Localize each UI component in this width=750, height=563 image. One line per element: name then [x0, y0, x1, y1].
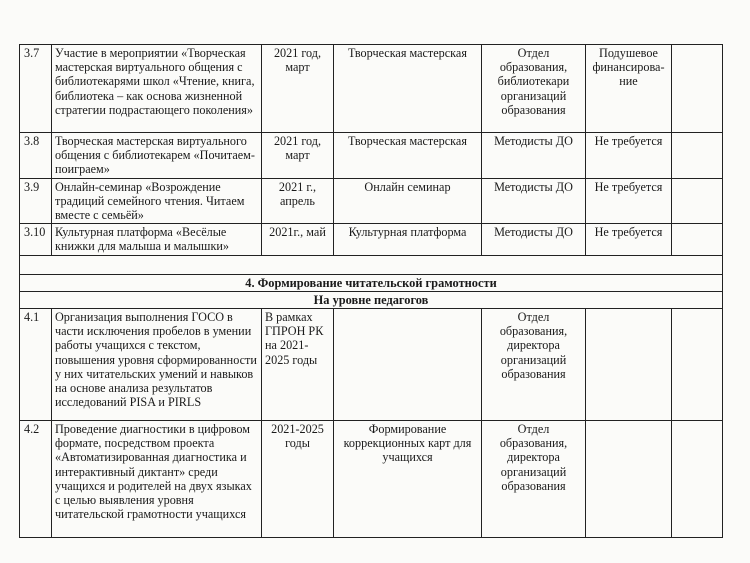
- table-row: [20, 224, 723, 255]
- responsible-cell: Отдел образования, директора организаций образования: [482, 421, 586, 538]
- date-cell: В рамках ГПРОН РК на 2021-2025 годы: [262, 309, 334, 421]
- table-row: [20, 178, 723, 224]
- blank-cell: [20, 255, 723, 274]
- responsible-cell: Методисты ДО: [482, 224, 586, 255]
- subsection-row: [20, 291, 723, 308]
- responsible-cell: Методисты ДО: [482, 133, 586, 179]
- plan-table: [19, 44, 723, 538]
- financing-cell: [586, 309, 672, 421]
- table-row: [20, 309, 723, 421]
- event-cell: Проведение диагностики в цифровом формате, посредством проекта «Автоматизированная диагностика и интерактивный диктант» среди учащихся и родителей на двух языках с целью выявления уровня читательской грамотности учащихся: [52, 421, 262, 538]
- event-cell: Организация выполнения ГОСО в части исключения пробелов в умении работы учащихся с текстом, повышения уровня сформированности у них читательских умений и навыков на основе анализа результатов исследований PISA и PIRLS: [52, 309, 262, 421]
- form-cell: Культурная платформа: [334, 224, 482, 255]
- table-row: [20, 133, 723, 179]
- financing-cell: Не требуется: [586, 133, 672, 179]
- responsible-cell: Методисты ДО: [482, 178, 586, 224]
- date-cell: 2021-2025 годы: [262, 421, 334, 538]
- financing-cell: Не требуется: [586, 178, 672, 224]
- date-cell: 2021г., май: [262, 224, 334, 255]
- form-cell: [334, 309, 482, 421]
- event-cell: Культурная платформа «Весёлые книжки для малыша и малышки»: [52, 224, 262, 255]
- row-number: 4.1: [20, 309, 52, 421]
- row-number: 3.9: [20, 178, 52, 224]
- form-cell: Творческая мастерская: [334, 133, 482, 179]
- empty-cell: [672, 178, 723, 224]
- subsection-title: На уровне педагогов: [20, 291, 723, 308]
- empty-cell: [672, 309, 723, 421]
- empty-cell: [672, 133, 723, 179]
- event-cell: Творческая мастерская виртуального общения с библиотекарем «Почитаем-поиграем»: [52, 133, 262, 179]
- date-cell: 2021 г., апрель: [262, 178, 334, 224]
- section-title: 4. Формирование читательской грамотности: [20, 274, 723, 291]
- date-cell: 2021 год, март: [262, 133, 334, 179]
- financing-cell: Подушевое финансирова-ние: [586, 45, 672, 133]
- form-cell: Творческая мастерская: [334, 45, 482, 133]
- form-cell: Формирование коррекционных карт для учащихся: [334, 421, 482, 538]
- row-number: 3.10: [20, 224, 52, 255]
- empty-cell: [672, 224, 723, 255]
- row-number: 3.8: [20, 133, 52, 179]
- table-row: [20, 45, 723, 133]
- financing-cell: [586, 421, 672, 538]
- event-cell: Участие в мероприятии «Творческая мастерская виртуального общения с библиотекарями школ «Чтение, книга, библиотека – как основа жизненной стратегии подрастающего поколения»: [52, 45, 262, 133]
- row-number: 4.2: [20, 421, 52, 538]
- row-number: 3.7: [20, 45, 52, 133]
- section-row: [20, 274, 723, 291]
- event-cell: Онлайн-семинар «Возрождение традиций семейного чтения. Читаем вместе с семьёй»: [52, 178, 262, 224]
- blank-row: [20, 255, 723, 274]
- responsible-cell: Отдел образования, директора организаций образования: [482, 309, 586, 421]
- table-row: [20, 421, 723, 538]
- empty-cell: [672, 45, 723, 133]
- date-cell: 2021 год, март: [262, 45, 334, 133]
- financing-cell: Не требуется: [586, 224, 672, 255]
- form-cell: Онлайн семинар: [334, 178, 482, 224]
- empty-cell: [672, 421, 723, 538]
- responsible-cell: Отдел образования, библиотекари организаций образования: [482, 45, 586, 133]
